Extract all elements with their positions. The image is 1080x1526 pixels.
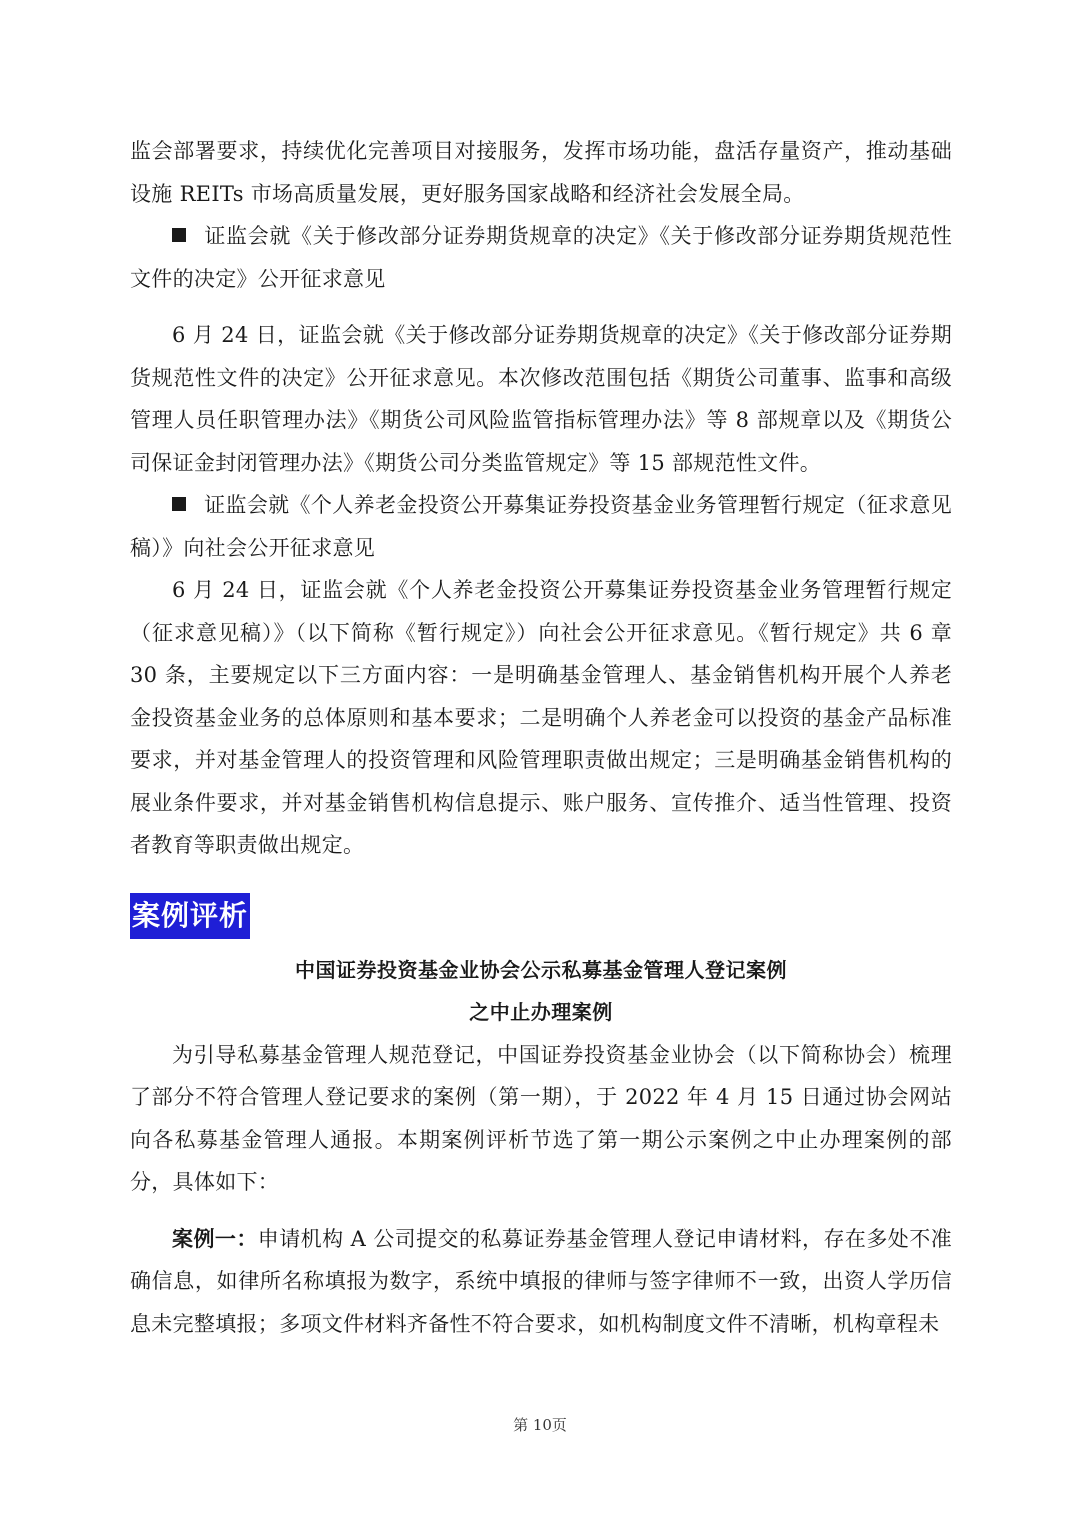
document-page bbox=[130, 130, 952, 1345]
case-one-text: 申请机构 A 公司提交的私募证券基金管理人登记申请材料，存在多处不准确信息，如律所名称填报为数字，系统中填报的律师与签字律师不一致，出资人学历信息未完整填报；多项文件材料齐备性不符合要求，如机构制度文件不清晰，机构章程未 bbox=[130, 1226, 952, 1336]
bullet-heading-pension-fund bbox=[130, 484, 952, 569]
paragraph-reits: 监会部署要求，持续优化完善项目对接服务，发挥市场功能，盘活存量资产，推动基础设施 REITs 市场高质量发展，更好服务国家战略和经济社会发展全局。 bbox=[130, 139, 952, 206]
paragraph-case-one bbox=[130, 1218, 952, 1346]
paragraph-case-intro: 为引导私募基金管理人规范登记，中国证券投资基金业协会（以下简称协会）梳理了部分不符合管理人登记要求的案例（第一期），于 2022 年 4 月 15 日通过协会网站向各私募基金管理人通报。本期案例评析节选了第一期公示案例之中止办理案例的部分，具体如下： bbox=[130, 1042, 952, 1194]
bullet-heading-text: 证监会就《关于修改部分证券期货规章的决定》《关于修改部分证券期货规范性文件的决定》公开征求意见 bbox=[130, 224, 952, 291]
paragraph-regulation-revision: 6 月 24 日，证监会就《关于修改部分证券期货规章的决定》《关于修改部分证券期货规范性文件的决定》公开征求意见。本次修改范围包括《期货公司董事、监事和高级管理人员任职管理办法》《期货公司风险监管指标管理办法》等 8 部规章以及《期货公司保证金封闭管理办法》《期货公司分类监管规定》等 15 部规范性文件。 bbox=[130, 323, 952, 475]
page-number: 第 10页 bbox=[513, 1416, 567, 1434]
section-heading-case-analysis: 案例评析 bbox=[130, 893, 250, 939]
case-title-line2: 之中止办理案例 bbox=[469, 1000, 613, 1024]
case-one-label: 案例一： bbox=[172, 1226, 258, 1251]
bullet-heading-text: 证监会就《个人养老金投资公开募集证券投资基金业务管理暂行规定（征求意见稿）》向社会公开征求意见 bbox=[130, 493, 952, 560]
case-title-line1: 中国证券投资基金业协会公示私募基金管理人登记案例 bbox=[295, 957, 787, 982]
bullet-heading-regulation-revision bbox=[130, 215, 952, 300]
paragraph-pension-fund: 6 月 24 日，证监会就《个人养老金投资公开募集证券投资基金业务管理暂行规定（征求意见稿）》（以下简称《暂行规定》）向社会公开征求意见。《暂行规定》共 6 章 30 条，主要规定以下三方面内容：一是明确基金管理人、基金销售机构开展个人养老金投资基金业务的总体原则和基本要求；二是明确个人养老金可以投资的基金产品标准要求，并对基金管理人的投资管理和风险管理职责做出规定；三是明确基金销售机构的展业条件要求，并对基金销售机构信息提示、账户服务、宣传推介、适当性管理、投资者教育等职责做出规定。 bbox=[130, 578, 952, 857]
square-bullet-icon bbox=[172, 497, 186, 511]
square-bullet-icon bbox=[172, 228, 186, 242]
